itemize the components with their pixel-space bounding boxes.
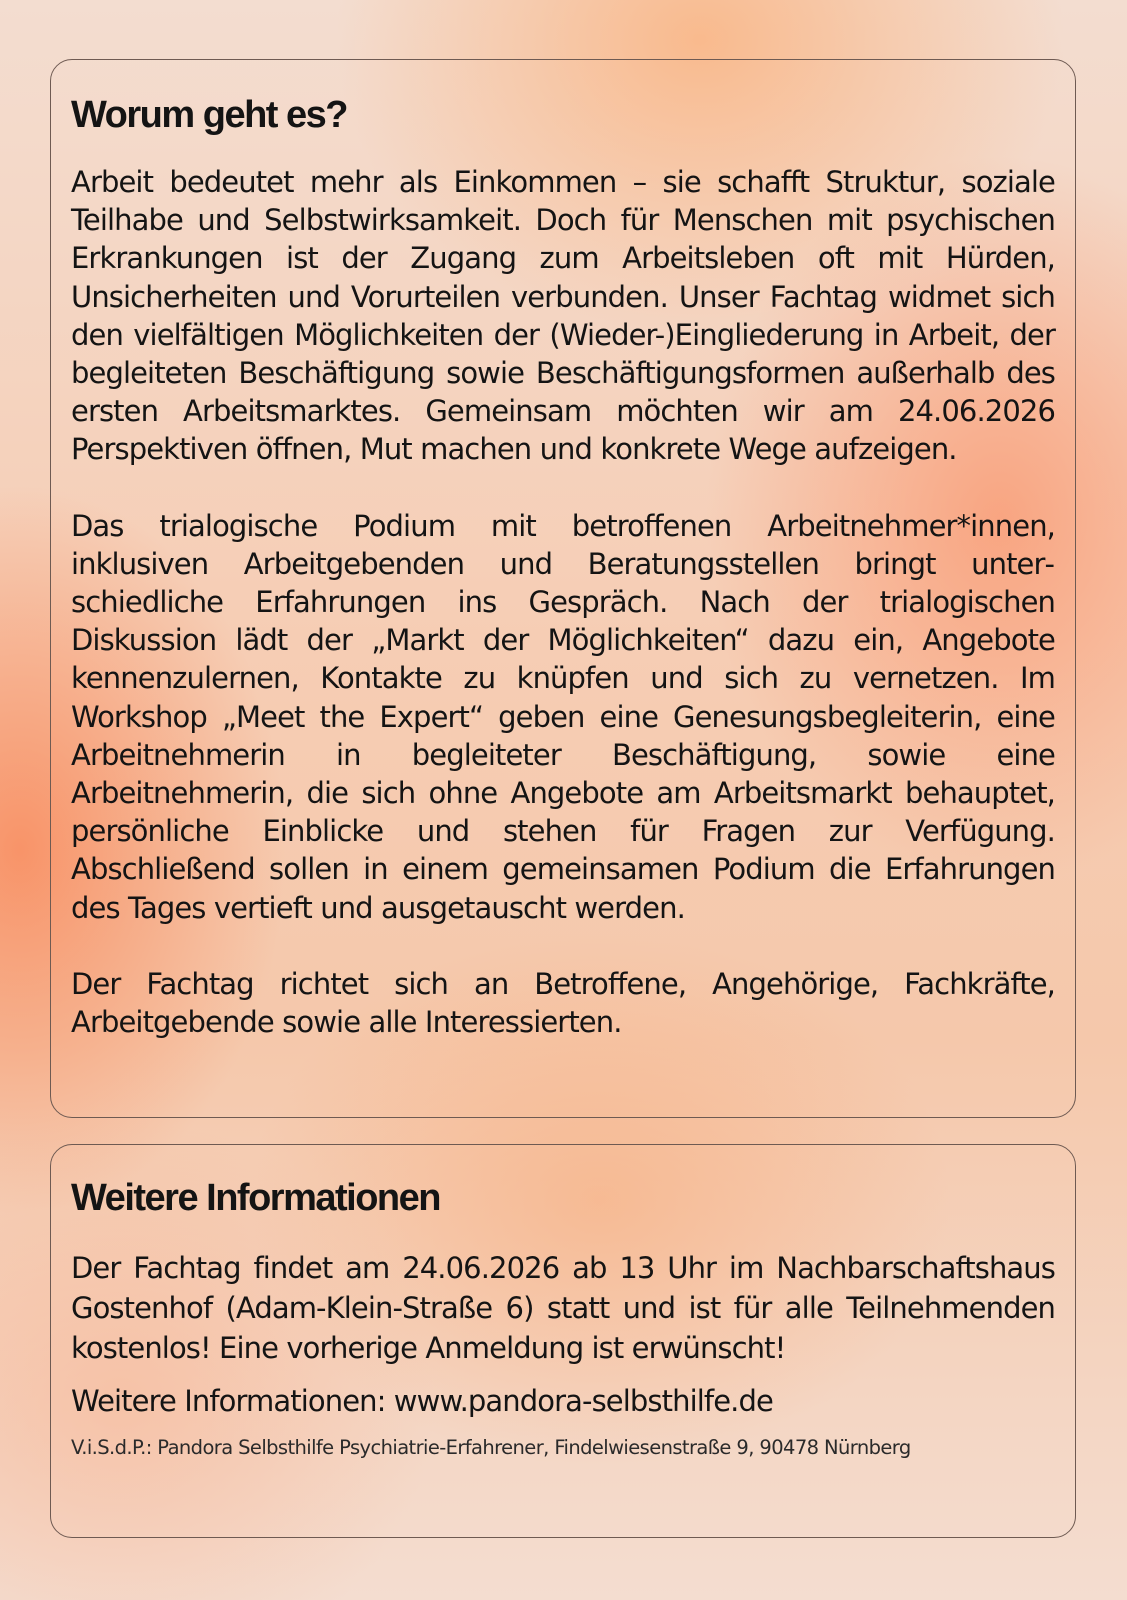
about-paragraph-3: Der Fachtag richtet sich an Betroffene, Angehörige, Fachkräfte, Arbeitgebende sowie alle Interessierten. xyxy=(71,966,1055,1040)
info-heading: Weitere Informationen xyxy=(71,1177,440,1219)
about-paragraph-2: Das trialogische Podium mit betroffenen Arbeitnehmer*innen, inklusiven Arbeitgebenden und Beratungsstellen bringt unterschiedliche Erfahrungen ins Gespräch. Nach der trialogischen Diskussion lädt der „Markt der Möglichkeiten“ dazu ein, Angebote kennenzulernen, Kontakte zu knüpfen und sich zu vernetzen. Im Workshop „Meet the Expert“ geben eine Genesungsbegleiterin, eine Arbeitnehmerin in begleiteter Beschäftigung, sowie eine Arbeitnehmerin, die sich ohne Angebote am Arbeitsmarkt behauptet, persönliche Einblicke und stehen für Fragen zur Verfügung. Abschließend sollen in einem gemeinsamen Podium die Erfahrungen des Tages vertieft und ausgetauscht werden. xyxy=(71,508,1055,925)
website-line: Weitere Informationen: www.pandora-selbsthilfe.de xyxy=(71,1384,773,1418)
event-info-paragraph: Der Fachtag findet am 24.06.2026 ab 13 Uhr im Nachbarschaftshaus Gostenhof (Adam-Klein-Straße 6) statt und ist für alle Teilnehmenden kostenlos! Eine vorherige Anmeldung ist erwünscht! xyxy=(71,1251,1055,1365)
about-paragraph-1: Arbeit bedeutet mehr als Einkommen – sie schafft Struktur, soziale Teilhabe und Selbstwirksamkeit. Doch für Menschen mit psychischen Erkrankungen ist der Zugang zum Arbeitsleben oft mit Hürden, Unsicherheiten und Vorurteilen verbunden. Unser Fachtag widmet sich den vielfältigen Möglichkeiten der (Wieder-)Eingliederung in Arbeit, der begleiteten Beschäftigung sowie Beschäftigungsformen außerhalb des ersten Arbeitsmarktes. Gemeinsam möchten wir am 24.06.2026 Perspektiven öffnen, Mut machen und konkrete Wege aufzeigen. xyxy=(71,165,1055,467)
about-card xyxy=(50,59,1076,1118)
visdp-imprint: V.i.S.d.P.: Pandora Selbsthilfe Psychiatrie-Erfahrener, Findelwiesenstraße 9, 90478 Nürnberg xyxy=(71,1436,911,1459)
info-card xyxy=(50,1144,1076,1538)
about-heading: Worum geht es? xyxy=(71,94,347,136)
